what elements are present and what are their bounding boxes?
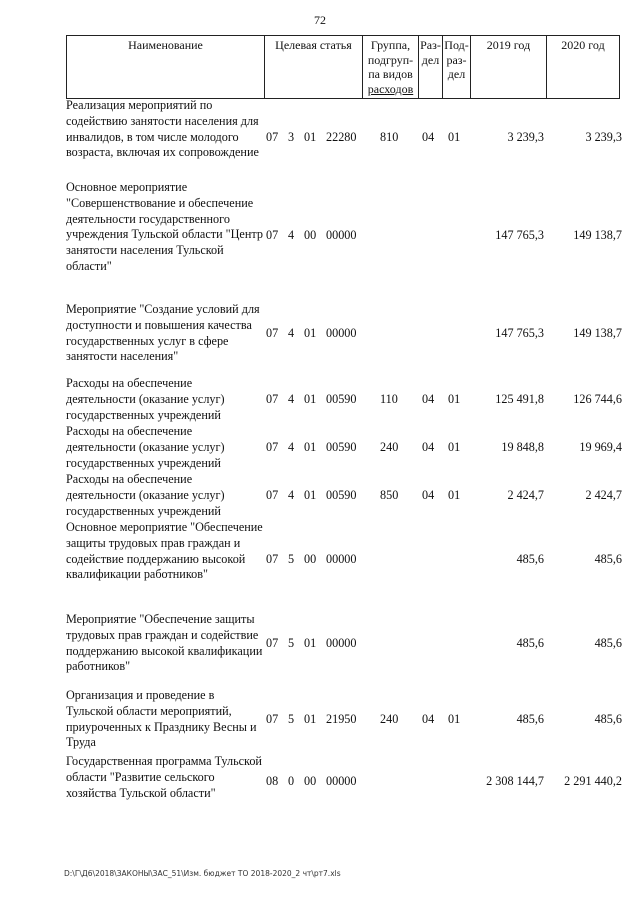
row-2019: 147 765,3 bbox=[495, 326, 544, 340]
row-code: 00000 bbox=[326, 552, 357, 566]
row-2020: 3 239,3 bbox=[585, 130, 622, 144]
table-row bbox=[66, 180, 626, 292]
row-subsection: 01 bbox=[448, 130, 461, 144]
row-subprogram: 4 bbox=[288, 228, 295, 242]
row-subsection: 01 bbox=[448, 440, 461, 454]
row-section: 04 bbox=[422, 712, 435, 726]
row-2020: 485,6 bbox=[594, 712, 622, 726]
row-measure: 00 bbox=[304, 552, 317, 566]
row-2020: 126 744,6 bbox=[573, 392, 622, 406]
row-measure: 01 bbox=[304, 392, 317, 406]
header-section bbox=[418, 36, 442, 98]
header-name bbox=[66, 36, 264, 98]
row-name: Расходы на обеспечение деятельности (оказание услуг) государственных учреждений bbox=[66, 376, 225, 422]
row-measure: 01 bbox=[304, 440, 317, 454]
row-name: Расходы на обеспечение деятельности (оказание услуг) государственных учреждений bbox=[66, 424, 225, 470]
row-2020: 485,6 bbox=[594, 552, 622, 566]
row-code: 21950 bbox=[326, 712, 357, 726]
row-subprogram: 5 bbox=[288, 552, 295, 566]
row-group: 240 bbox=[380, 440, 399, 454]
header-name-label: Наименование bbox=[128, 38, 203, 52]
table-row bbox=[66, 688, 626, 752]
row-name: Мероприятие "Обеспечение защиты трудовых прав граждан и содействие поддержанию высокой квалификации работников" bbox=[66, 612, 263, 674]
row-section: 04 bbox=[422, 488, 435, 502]
row-group: 240 bbox=[380, 712, 399, 726]
row-group: 850 bbox=[380, 488, 399, 502]
header-group-line: Группа, bbox=[370, 38, 411, 52]
row-name: Основное мероприятие "Совершенствование и обеспечение деятельности государственного учреждения Тульской области "Центр занятости населения Тульской области" bbox=[66, 180, 263, 273]
row-code: 00000 bbox=[326, 636, 357, 650]
row-program: 07 bbox=[266, 552, 279, 566]
row-program: 07 bbox=[266, 440, 279, 454]
row-name: Реализация мероприятий по содействию занятости населения для инвалидов, в том числе молодого возраста, включая их сопровождение bbox=[66, 98, 259, 160]
header-group-line: подгруп- bbox=[367, 52, 414, 67]
row-program: 07 bbox=[266, 326, 279, 340]
row-program: 07 bbox=[266, 228, 279, 242]
header-subsection-line: дел bbox=[447, 67, 466, 81]
row-subsection: 01 bbox=[448, 392, 461, 406]
row-2019: 19 848,8 bbox=[501, 440, 544, 454]
row-2020: 149 138,7 bbox=[573, 228, 622, 242]
row-2019: 485,6 bbox=[516, 712, 544, 726]
row-subsection: 01 bbox=[448, 712, 461, 726]
row-code: 00590 bbox=[326, 488, 357, 502]
row-measure: 01 bbox=[304, 130, 317, 144]
row-2019: 485,6 bbox=[516, 552, 544, 566]
table-row bbox=[66, 424, 626, 472]
row-measure: 01 bbox=[304, 326, 317, 340]
row-2020: 19 969,4 bbox=[579, 440, 622, 454]
row-code: 00000 bbox=[326, 228, 357, 242]
header-section-line: дел bbox=[421, 52, 440, 67]
row-2020: 485,6 bbox=[594, 636, 622, 650]
row-2020: 149 138,7 bbox=[573, 326, 622, 340]
row-subprogram: 3 bbox=[288, 130, 295, 144]
row-name: Мероприятие "Создание условий для доступности и повышения качества государственных услуг в сфере занятости населения" bbox=[66, 302, 260, 364]
header-2019 bbox=[470, 36, 546, 98]
row-2019: 125 491,8 bbox=[495, 392, 544, 406]
header-subsection-line: раз- bbox=[446, 52, 467, 67]
table-row bbox=[66, 98, 626, 178]
header-target bbox=[264, 36, 362, 98]
row-program: 07 bbox=[266, 712, 279, 726]
row-program: 07 bbox=[266, 488, 279, 502]
row-measure: 01 bbox=[304, 712, 317, 726]
row-name: Основное мероприятие "Обеспечение защиты трудовых прав граждан и содействие поддержанию высокой квалификации работников" bbox=[66, 520, 263, 582]
header-section-line: Раз- bbox=[420, 38, 441, 52]
row-subprogram: 5 bbox=[288, 712, 295, 726]
header-2020 bbox=[546, 36, 620, 98]
row-section: 04 bbox=[422, 440, 435, 454]
row-2019: 3 239,3 bbox=[507, 130, 544, 144]
header-group-line: па видов bbox=[368, 67, 413, 81]
row-program: 07 bbox=[266, 392, 279, 406]
row-group: 810 bbox=[380, 130, 399, 144]
row-name: Расходы на обеспечение деятельности (оказание услуг) государственных учреждений bbox=[66, 472, 225, 518]
file-path-footer: D:\Г\Д6\2018\ЗАКОНЫ\ЗАС_51\Изм. бюджет ТО 2018-2020_2 чт\рт7.xls bbox=[64, 869, 341, 878]
table-row bbox=[66, 472, 626, 520]
header-subsection bbox=[442, 36, 470, 98]
row-measure: 01 bbox=[304, 636, 317, 650]
table-header bbox=[66, 35, 620, 99]
row-2020: 2 291 440,2 bbox=[564, 774, 622, 788]
row-name: Государственная программа Тульской области "Развитие сельского хозяйства Тульской области" bbox=[66, 754, 262, 800]
row-2020: 2 424,7 bbox=[585, 488, 622, 502]
row-code: 00000 bbox=[326, 326, 357, 340]
header-target-label: Целевая статья bbox=[275, 38, 352, 52]
row-subsection: 01 bbox=[448, 488, 461, 502]
row-section: 04 bbox=[422, 392, 435, 406]
row-code: 00000 bbox=[326, 774, 357, 788]
row-subprogram: 4 bbox=[288, 326, 295, 340]
table-row bbox=[66, 612, 626, 676]
row-code: 22280 bbox=[326, 130, 357, 144]
row-subprogram: 4 bbox=[288, 440, 295, 454]
row-code: 00590 bbox=[326, 392, 357, 406]
header-subsection-line: Под- bbox=[444, 38, 469, 52]
row-section: 04 bbox=[422, 130, 435, 144]
header-2020-label: 2020 год bbox=[561, 38, 605, 52]
row-group: 110 bbox=[380, 392, 398, 406]
header-2019-label: 2019 год bbox=[486, 38, 531, 52]
row-measure: 01 bbox=[304, 488, 317, 502]
header-group-line: расходов bbox=[367, 81, 414, 96]
row-program: 07 bbox=[266, 636, 279, 650]
table-row bbox=[66, 376, 626, 424]
row-program: 07 bbox=[266, 130, 279, 144]
row-2019: 485,6 bbox=[516, 636, 544, 650]
row-measure: 00 bbox=[304, 774, 317, 788]
row-2019: 147 765,3 bbox=[495, 228, 544, 242]
row-subprogram: 4 bbox=[288, 488, 295, 502]
header-group bbox=[362, 36, 418, 98]
row-measure: 00 bbox=[304, 228, 317, 242]
row-subprogram: 5 bbox=[288, 636, 295, 650]
row-subprogram: 4 bbox=[288, 392, 295, 406]
table-row bbox=[66, 754, 626, 818]
row-name: Организация и проведение в Тульской области мероприятий, приуроченных к Празднику Весны и Труда bbox=[66, 688, 257, 750]
page-number: 72 bbox=[314, 13, 326, 27]
row-2019: 2 308 144,7 bbox=[486, 774, 544, 788]
row-program: 08 bbox=[266, 774, 279, 788]
row-2019: 2 424,7 bbox=[507, 488, 544, 502]
table-row bbox=[66, 302, 626, 366]
table-row bbox=[66, 520, 626, 602]
row-subprogram: 0 bbox=[288, 774, 295, 788]
row-code: 00590 bbox=[326, 440, 357, 454]
